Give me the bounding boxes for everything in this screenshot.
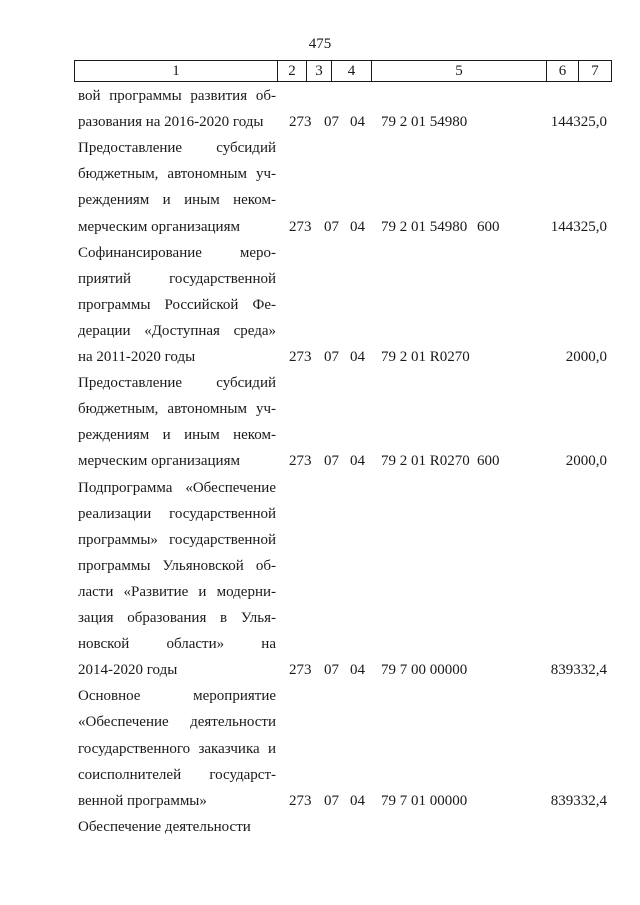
- row-cell-c5: 79 2 01 54980: [381, 114, 468, 131]
- header-col-6: 6: [547, 61, 579, 81]
- row-description-line: реждениям и иным неком-: [78, 192, 276, 209]
- row-description-line: программы Ульяновской об-: [78, 557, 276, 574]
- row-description-line: вой программы развития об-: [78, 88, 276, 104]
- row-cell-c2: 273: [289, 114, 312, 131]
- row-cell-c7: 839332,4: [550, 662, 607, 679]
- row-description-line: разования на 2016-2020 годы: [78, 114, 264, 131]
- row-cell-c6: 600: [477, 218, 500, 235]
- row-cell-c4: 04: [350, 792, 365, 809]
- row-cell-c2: 273: [289, 792, 312, 809]
- row-description-line: дерации «Доступная среда»: [78, 322, 276, 339]
- row-cell-c3: 07: [324, 662, 339, 679]
- row-cell-c4: 04: [350, 453, 365, 470]
- row-description-line: программы Российской Фе-: [78, 296, 276, 313]
- row-description-line: реализации государственной: [78, 505, 276, 522]
- row-cell-c2: 273: [289, 218, 312, 235]
- row-cell-c7: 839332,4: [550, 792, 607, 809]
- row-description-line: новской области» на: [78, 636, 276, 653]
- row-cell-c7: 144325,0: [550, 218, 607, 235]
- row-cell-c2: 273: [289, 453, 312, 470]
- header-col-3: 3: [307, 61, 332, 81]
- row-description-line: бюджетным, автономным уч-: [78, 401, 276, 418]
- row-cell-c2: 273: [289, 349, 312, 365]
- table-header: [74, 60, 612, 82]
- row-cell-c7: 2000,0: [565, 349, 607, 365]
- row-description-line: 2014-2020 годы: [78, 662, 178, 679]
- row-description-line: программы» государственной: [78, 531, 276, 548]
- row-description-line: зация образования в Улья-: [78, 610, 276, 626]
- row-description-line: венной программы»: [78, 792, 207, 809]
- row-cell-c2: 273: [289, 662, 312, 679]
- row-cell-c4: 04: [350, 662, 365, 679]
- header-col-7: 7: [591, 63, 599, 79]
- header-col-1: 1: [75, 61, 278, 81]
- header-col-2: 2: [278, 61, 307, 81]
- row-description-line: реждениям и иным неком-: [78, 427, 276, 444]
- row-cell-c3: 07: [324, 349, 339, 365]
- row-cell-c3: 07: [324, 792, 339, 809]
- row-description-line: бюджетным, автономным уч-: [78, 166, 276, 183]
- row-description-line: Предоставление субсидий: [78, 375, 276, 392]
- row-cell-c5: 79 2 01 R0270: [381, 349, 470, 365]
- row-cell-c6: 600: [477, 453, 500, 470]
- row-description-line: Подпрограмма «Обеспечение: [78, 479, 276, 496]
- row-cell-c3: 07: [324, 218, 339, 235]
- row-description-line: Обеспечение деятельности: [78, 818, 251, 835]
- row-description-line: Софинансирование меро-: [78, 244, 276, 261]
- row-description-line: мерческим организациям: [78, 453, 240, 470]
- row-cell-c5: 79 2 01 R0270: [381, 453, 470, 470]
- row-description-line: ласти «Развитие и модерни-: [78, 583, 276, 600]
- row-cell-c4: 04: [350, 349, 365, 365]
- row-description-line: Основное мероприятие: [78, 688, 276, 705]
- row-cell-c5: 79 2 01 54980: [381, 218, 468, 235]
- page-number: 475: [308, 36, 332, 52]
- row-cell-c3: 07: [324, 453, 339, 470]
- row-description-line: на 2011-2020 годы: [78, 349, 196, 365]
- row-cell-c7: 2000,0: [565, 453, 607, 470]
- header-col-4: 4: [332, 61, 372, 81]
- row-description-line: государственного заказчика и: [78, 740, 276, 757]
- row-cell-c3: 07: [324, 114, 339, 131]
- row-cell-c5: 79 7 00 00000: [381, 662, 468, 679]
- row-cell-c4: 04: [350, 114, 365, 131]
- row-cell-c7: 144325,0: [550, 114, 607, 131]
- row-description-line: соисполнителей государст-: [78, 766, 276, 783]
- row-cell-c4: 04: [350, 218, 365, 235]
- row-cell-c5: 79 7 01 00000: [381, 792, 468, 809]
- row-description-line: Предоставление субсидий: [78, 140, 276, 157]
- row-description-line: приятий государственной: [78, 270, 276, 287]
- row-description-line: мерческим организациям: [78, 218, 240, 235]
- row-description-line: «Обеспечение деятельности: [78, 714, 276, 731]
- header-col-5: 5: [372, 61, 547, 81]
